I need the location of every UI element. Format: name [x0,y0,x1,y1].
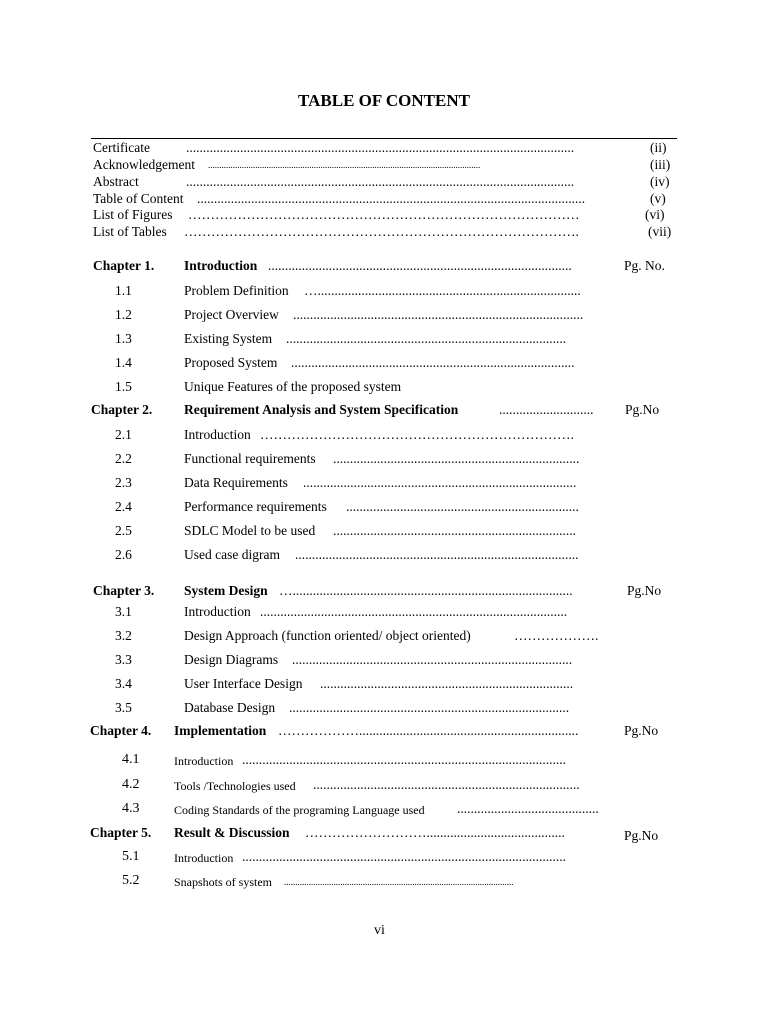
section-dots: ............................................................................... [313,778,580,792]
section-title: Data Requirements [184,475,288,490]
section-number: 5.1 [122,849,140,864]
prelim-page: (v) [650,191,666,206]
prelim-dots: ................................................................................................................... [186,141,575,155]
section-dots: ……………………………………………………………. [260,428,574,442]
chapter-page: Pg.No [625,402,660,417]
section-title: Tools /Technologies used [174,779,296,793]
section-number: 4.1 [122,752,140,767]
chapter-dots: ………………………......................................... [305,826,565,840]
section-dots: .................................................................................... [295,548,579,562]
section-number: 2.2 [115,451,132,466]
section-number: 3.5 [115,700,132,715]
chapter-title: Implementation [174,723,267,738]
chapter-page: Pg.No [624,828,659,843]
section-title: Project Overview [184,307,279,322]
prelim-label-list-of-tables: List of Tables [93,224,167,239]
chapter-page: Pg. No. [624,258,665,273]
section-dots: ................................................................................................ [242,850,566,864]
section-number: 3.3 [115,652,132,667]
prelim-page: (vi) [645,207,665,222]
section-number: 5.2 [122,873,140,888]
section-dots: ………………. [514,629,599,643]
section-number: 2.4 [115,499,132,514]
chapter-label: Chapter 1. [93,258,155,273]
section-number: 3.2 [115,628,132,643]
section-number: 2.5 [115,523,132,538]
section-dots: ...................................................................................................... [284,878,514,887]
section-title: Design Diagrams [184,652,279,667]
prelim-dots: ......................................................................................................................... [208,161,481,170]
prelim-page: (ii) [650,140,667,155]
section-title: Existing System [184,331,273,346]
section-title: Problem Definition [184,283,289,298]
section-dots: ........................................................................ [333,524,576,538]
prelim-dots: ……………………………………………………………………………. [184,225,579,239]
section-number: 1.2 [115,307,132,322]
section-title: Introduction [184,427,251,442]
prelim-label-table-of-content: Table of Content [93,191,184,206]
prelim-label-list-of-figures: List of Figures [93,207,173,222]
section-dots: ................................................................................................ [242,753,566,767]
section-title: Introduction [174,754,234,768]
section-number: 3.4 [115,676,132,691]
section-dots: .......................................... [457,802,599,816]
prelim-page: (iv) [650,174,670,189]
section-dots: .................................................................................... [291,356,575,370]
section-title: Functional requirements [184,451,316,466]
page-title: TABLE OF CONTENT [298,91,470,110]
section-title: Performance requirements [184,499,327,514]
prelim-page: (vii) [648,224,672,239]
section-dots: ........................................................................... [320,677,574,691]
chapter-dots: .......................................................................................... [268,259,572,273]
section-title: Snapshots of system [174,875,273,889]
section-title: Used case digram [184,547,280,562]
section-number: 2.6 [115,547,132,562]
section-title: Introduction [174,851,234,865]
prelim-label-abstract: Abstract [93,174,139,189]
section-title: Proposed System [184,355,278,370]
chapter-dots: …................................................................................... [279,584,573,598]
chapter-title: Introduction [184,258,258,273]
chapter-title: Result & Discussion [174,825,290,840]
section-dots: ................................................................................... [292,653,573,667]
section-dots: ................................................................................... [286,332,567,346]
chapter-title: System Design [184,583,268,598]
section-title: Introduction [184,604,251,619]
section-title: Coding Standards of the programing Language used [174,803,425,817]
chapter-label: Chapter 2. [91,402,153,417]
section-number: 2.1 [115,427,132,442]
chapter-page: Pg.No [627,583,662,598]
chapter-dots: ………………................................................................. [278,724,579,738]
section-number: 4.2 [122,777,140,792]
section-number: 1.1 [115,283,132,298]
section-title: Database Design [184,700,276,715]
section-dots: ….............................................................................. [304,284,581,298]
chapter-title: Requirement Analysis and System Specification [184,402,459,417]
section-number: 4.3 [122,801,140,816]
page-number: vi [374,923,385,938]
section-dots: ......................................................................... [333,452,580,466]
prelim-page: (iii) [650,157,671,172]
prelim-label-certificate: Certificate [93,140,150,155]
section-number: 3.1 [115,604,132,619]
section-title: User Interface Design [184,676,303,691]
section-title: SDLC Model to be used [184,523,316,538]
prelim-label-acknowledgement: Acknowledgement [93,157,195,172]
section-number: 1.4 [115,355,132,370]
section-number: 1.3 [115,331,132,346]
title-rule [91,138,677,139]
section-number: 2.3 [115,475,132,490]
chapter-page: Pg.No [624,723,659,738]
chapter-dots: ............................ [499,403,594,417]
section-dots: ..................................................................... [346,500,579,514]
section-title: Unique Features of the proposed system [184,379,402,394]
section-dots: ................................................................................. [303,476,577,490]
prelim-dots: ................................................................................................................... [186,175,575,189]
prelim-dots: ................................................................................................................... [197,192,586,206]
section-dots: ................................................................................... [289,701,570,715]
chapter-label: Chapter 4. [90,723,152,738]
section-dots: ...................................................................................... [293,308,584,322]
chapter-label: Chapter 3. [93,583,155,598]
chapter-label: Chapter 5. [90,825,152,840]
prelim-dots: …………………………………………………………………………… [188,208,580,222]
section-dots: ........................................................................................... [260,605,568,619]
section-title: Design Approach (function oriented/ object oriented) [184,628,471,643]
section-number: 1.5 [115,379,132,394]
